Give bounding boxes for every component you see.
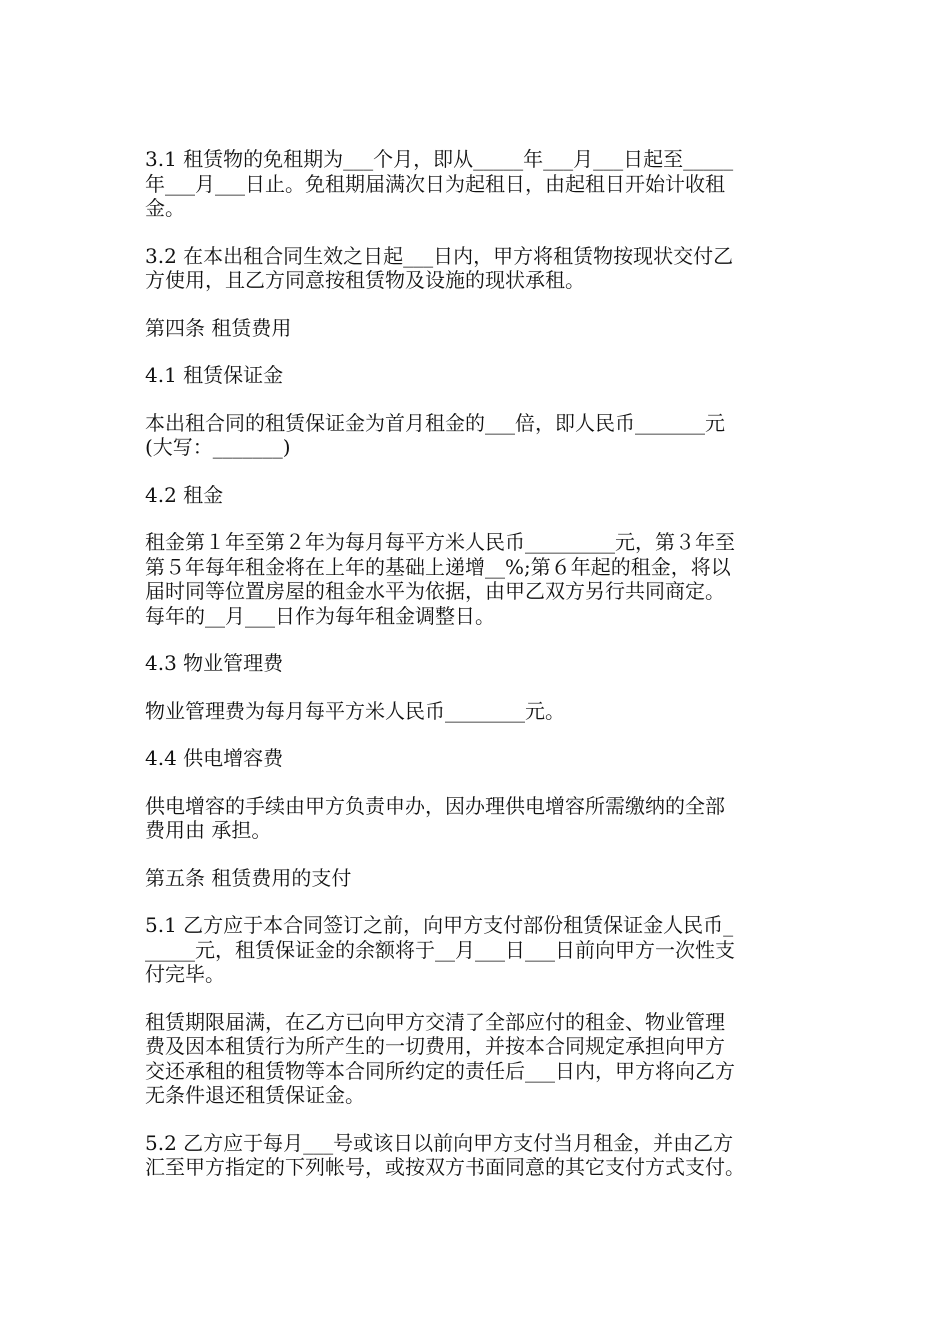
deposit-refund-text: 租赁期限届满，在乙方已向甲方交清了全部应付的租金、物业管理 费及因本租赁行为所产生的一切费用，并按本合同规定承担向甲方 交还承租的租赁物等本合同所约定的责任后___日内，甲方将向乙方 无条件退还租赁保证金。 [145,1009,735,1107]
clause-4-1-text: 本出租合同的租赁保证金为首月租金的___倍，即人民币_______元 (大写：_______) [145,410,725,459]
article-5-heading: 第五条 租赁费用的支付 [145,865,352,890]
clause-3-2: 3.2 在本出租合同生效之日起___日内，甲方将租赁物按现状交付乙 方使用，且乙方同意按租赁物及设施的现状承租。 [145,243,734,292]
clause-5-2: 5.2 乙方应于每月___号或该日以前向甲方支付当月租金，并由乙方 汇至甲方指定的下列帐号，或按双方书面同意的其它支付方式支付。 [145,1130,745,1179]
clause-3-1: 3.1 租赁物的免租期为___个月，即从_____年___月___日起至_____ 年___月___日止。免租期届满次日为起租日，由起租日开始计收租 金。 [145,147,734,220]
document-body [145,147,815,1203]
clause-4-4-heading: 4.4 供电增容费 [145,746,284,770]
clause-4-2-text: 租金第１年至第２年为每月每平方米人民币_________元，第３年至 第５年每年租金将在上年的基础上递增__%;第６年起的租金，将以 届时同等位置房屋的租金水平为依据，由甲乙双方另行共同商定。 每年的__月___日作为每年租金调整日。 [145,530,735,628]
clause-4-2-heading: 4.2 租金 [145,482,224,507]
clause-4-3-text: 物业管理费为每月每平方米人民币________元。 [145,698,565,723]
clause-4-1-heading: 4.1 租赁保证金 [145,363,284,387]
article-4-heading: 第四条 租赁费用 [145,315,292,340]
clause-4-4-text: 供电增容的手续由甲方负责申办，因办理供电增容所需缴纳的全部 费用由 承担。 [145,793,725,842]
clause-4-3-heading: 4.3 物业管理费 [145,651,284,675]
clause-5-1: 5.1 乙方应于本合同签订之前，向甲方支付部份租赁保证金人民币_ _____元，租赁保证金的余额将于__月___日___日前向甲方一次性支 付完毕。 [145,913,735,986]
